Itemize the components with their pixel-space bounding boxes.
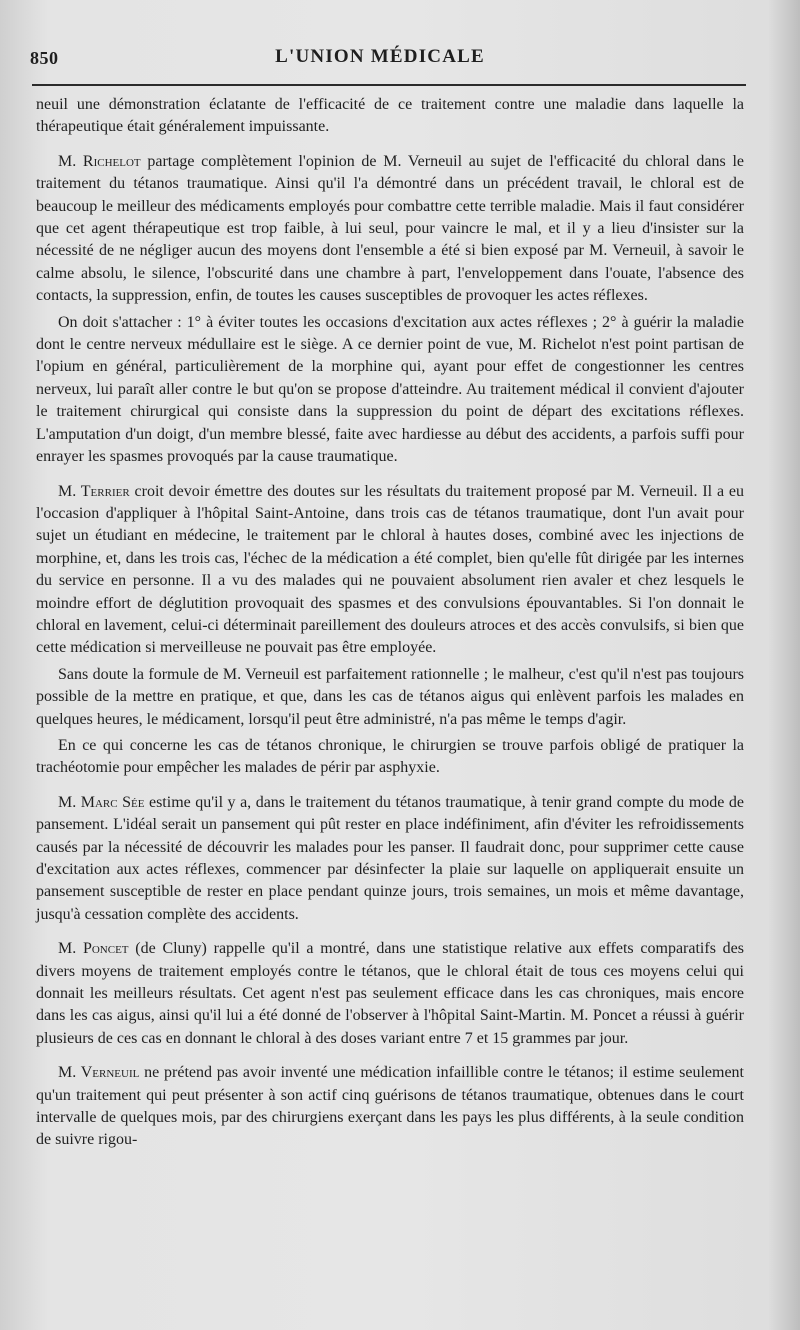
paragraph-text: (de Cluny) rappelle qu'il a montré, dans une statistique relative aux effets comparatifs des divers moyens de traitement employés contre le tétanos, que le chloral était de tous ces moyens celui qui donnait les meilleurs résultats. Cet agent n'est pas seulement efficace dans les cas chroniques, mais encore dans les cas aigus, ainsi qu'il lui a été donné de l'observer à l'hôpital Saint-Martin. M. Poncet a réussi à guérir plusieurs de ces cas en donnant le chloral à des doses variant entre 7 et 15 grammes par jour. [36, 940, 744, 1047]
paragraph-2 [36, 151, 744, 308]
speaker-name: M. Richelot [58, 152, 141, 170]
paragraph-8 [36, 938, 744, 1050]
paragraph-6 [36, 735, 744, 780]
header-rule [32, 84, 746, 86]
paragraph-7 [36, 792, 744, 926]
page-number: 850 [30, 48, 59, 68]
paragraph-3 [36, 312, 744, 469]
paragraph-4 [36, 481, 744, 660]
paragraph-text: croit devoir émettre des doutes sur les résultats du traitement proposé par M. Verneuil. Il a eu l'occasion d'appliquer à l'hôpital Saint-Antoine, dans trois cas de tétanos traumatique, dont l'un avait pour sujet un étudiant en médecine, le traitement par le chloral à hautes doses, combiné avec les injections de morphine, et, dans les trois cas, l'échec de la médication a été complet, bien qu'elle fût dirigée par les internes du service en personne. Il a vu des malades qui ne pouvaient absolument rien avaler et chez lesquels le moindre effort de déglutition provoquait des spasmes et des convulsions épouvantables. Si l'on donnait le chloral en lavement, celui-ci déterminait pareillement des douleurs atroces et des accès convulsifs, si bien que cette médication si merveilleuse ne pouvait pas être employée. [36, 482, 744, 657]
paragraph-text: partage complètement l'opinion de M. Verneuil au sujet de l'efficacité du chloral dans le traitement du tétanos traumatique. Ainsi qu'il l'a démontré dans un précédent travail, le chloral est de beaucoup le meilleur des médicaments employés pour combattre cette terrible maladie. Mais il faut considérer que cet agent thérapeutique est trop faible, à lui seul, pour vaincre le mal, et il y a lieu d'insister sur la nécessité de ne négliger aucun des moyens dont l'ensemble a été si bien exposé par M. Verneuil, à savoir le calme absolu, le silence, l'obscurité dans une chambre à part, l'enveloppement dans l'ouate, l'absence des contacts, la suppression, enfin, de toutes les causes susceptibles de provoquer les actes réflexes. [36, 152, 744, 305]
speaker-name: M. Marc Sée [58, 793, 145, 811]
paragraph-5 [36, 664, 744, 731]
journal-title: L'UNION MÉDICALE [275, 46, 485, 67]
paragraph-1 [36, 94, 744, 139]
speaker-name: M. Poncet [58, 940, 129, 958]
paragraph-text: On doit s'attacher : 1° à éviter toutes les occasions d'excitation aux actes réflexes ; 2° à guérir la maladie dont le centre nerveux médullaire est le siège. A ce dernier point de vue, M. Richelot n'est point partisan de l'opium en général, particulièrement de la morphine qui, ayant pour effet de congestionner les centres nerveux, lui paraît aller contre le but qu'on se propose d'atteindre. Au traitement médical il convient d'ajouter le traitement chirurgical qui consiste dans la suppression du point de départ des excitations réflexes. L'amputation d'un doigt, d'un membre blessé, faite avec hardiesse au début des accidents, a parfois suffi pour enrayer les spasmes provoqués par la cause traumatique. [36, 313, 744, 466]
paragraph-text: estime qu'il y a, dans le traitement du tétanos traumatique, à tenir grand compte du mode de pansement. L'idéal serait un pansement qui pût rester en place indéfiniment, afin d'éviter les refroidissements causés par la nécessité de découvrir les malades pour les panser. Il faudrait donc, pour supprimer cette cause d'excitation aux actes réflexes, commencer par désinfecter la plaie sur laquelle on appliquerait ensuite un pansement susceptible de rester en place pendant quinze jours, trois semaines, un mois et même davantage, jusqu'à cessation complète des accidents. [36, 793, 744, 923]
article-body [36, 94, 744, 1156]
paragraph-text: neuil une démonstration éclatante de l'efficacité de ce traitement contre une maladie dans laquelle la thérapeutique était généralement impuissante. [36, 96, 744, 136]
paragraph-text: En ce qui concerne les cas de tétanos chronique, le chirurgien se trouve parfois obligé de pratiquer la trachéotomie pour empêcher les malades de périr par asphyxie. [36, 736, 744, 777]
speaker-name: M. Terrier [58, 482, 130, 500]
paragraph-text: ne prétend pas avoir inventé une médication infaillible contre le tétanos; il estime seulement qu'un traitement qui peut présenter à son actif cinq guérisons de tétanos traumatique, obtenues dans le court intervalle de quelques mois, par des chirurgiens exerçant dans les pays les plus différents, à la seule condition de suivre rigou- [36, 1064, 745, 1149]
speaker-name: M. Verneuil [58, 1064, 140, 1082]
paragraph-9 [36, 1062, 744, 1152]
page-header [30, 44, 730, 78]
paragraph-text: Sans doute la formule de M. Verneuil est parfaitement rationnelle ; le malheur, c'est qu'il n'est pas toujours possible de la mettre en pratique, et que, dans les cas de tétanos aigus qui enlèvent parfois les malades en quelques heures, le médicament, lorsqu'il peut être administré, n'a pas même le temps d'agir. [36, 665, 744, 728]
